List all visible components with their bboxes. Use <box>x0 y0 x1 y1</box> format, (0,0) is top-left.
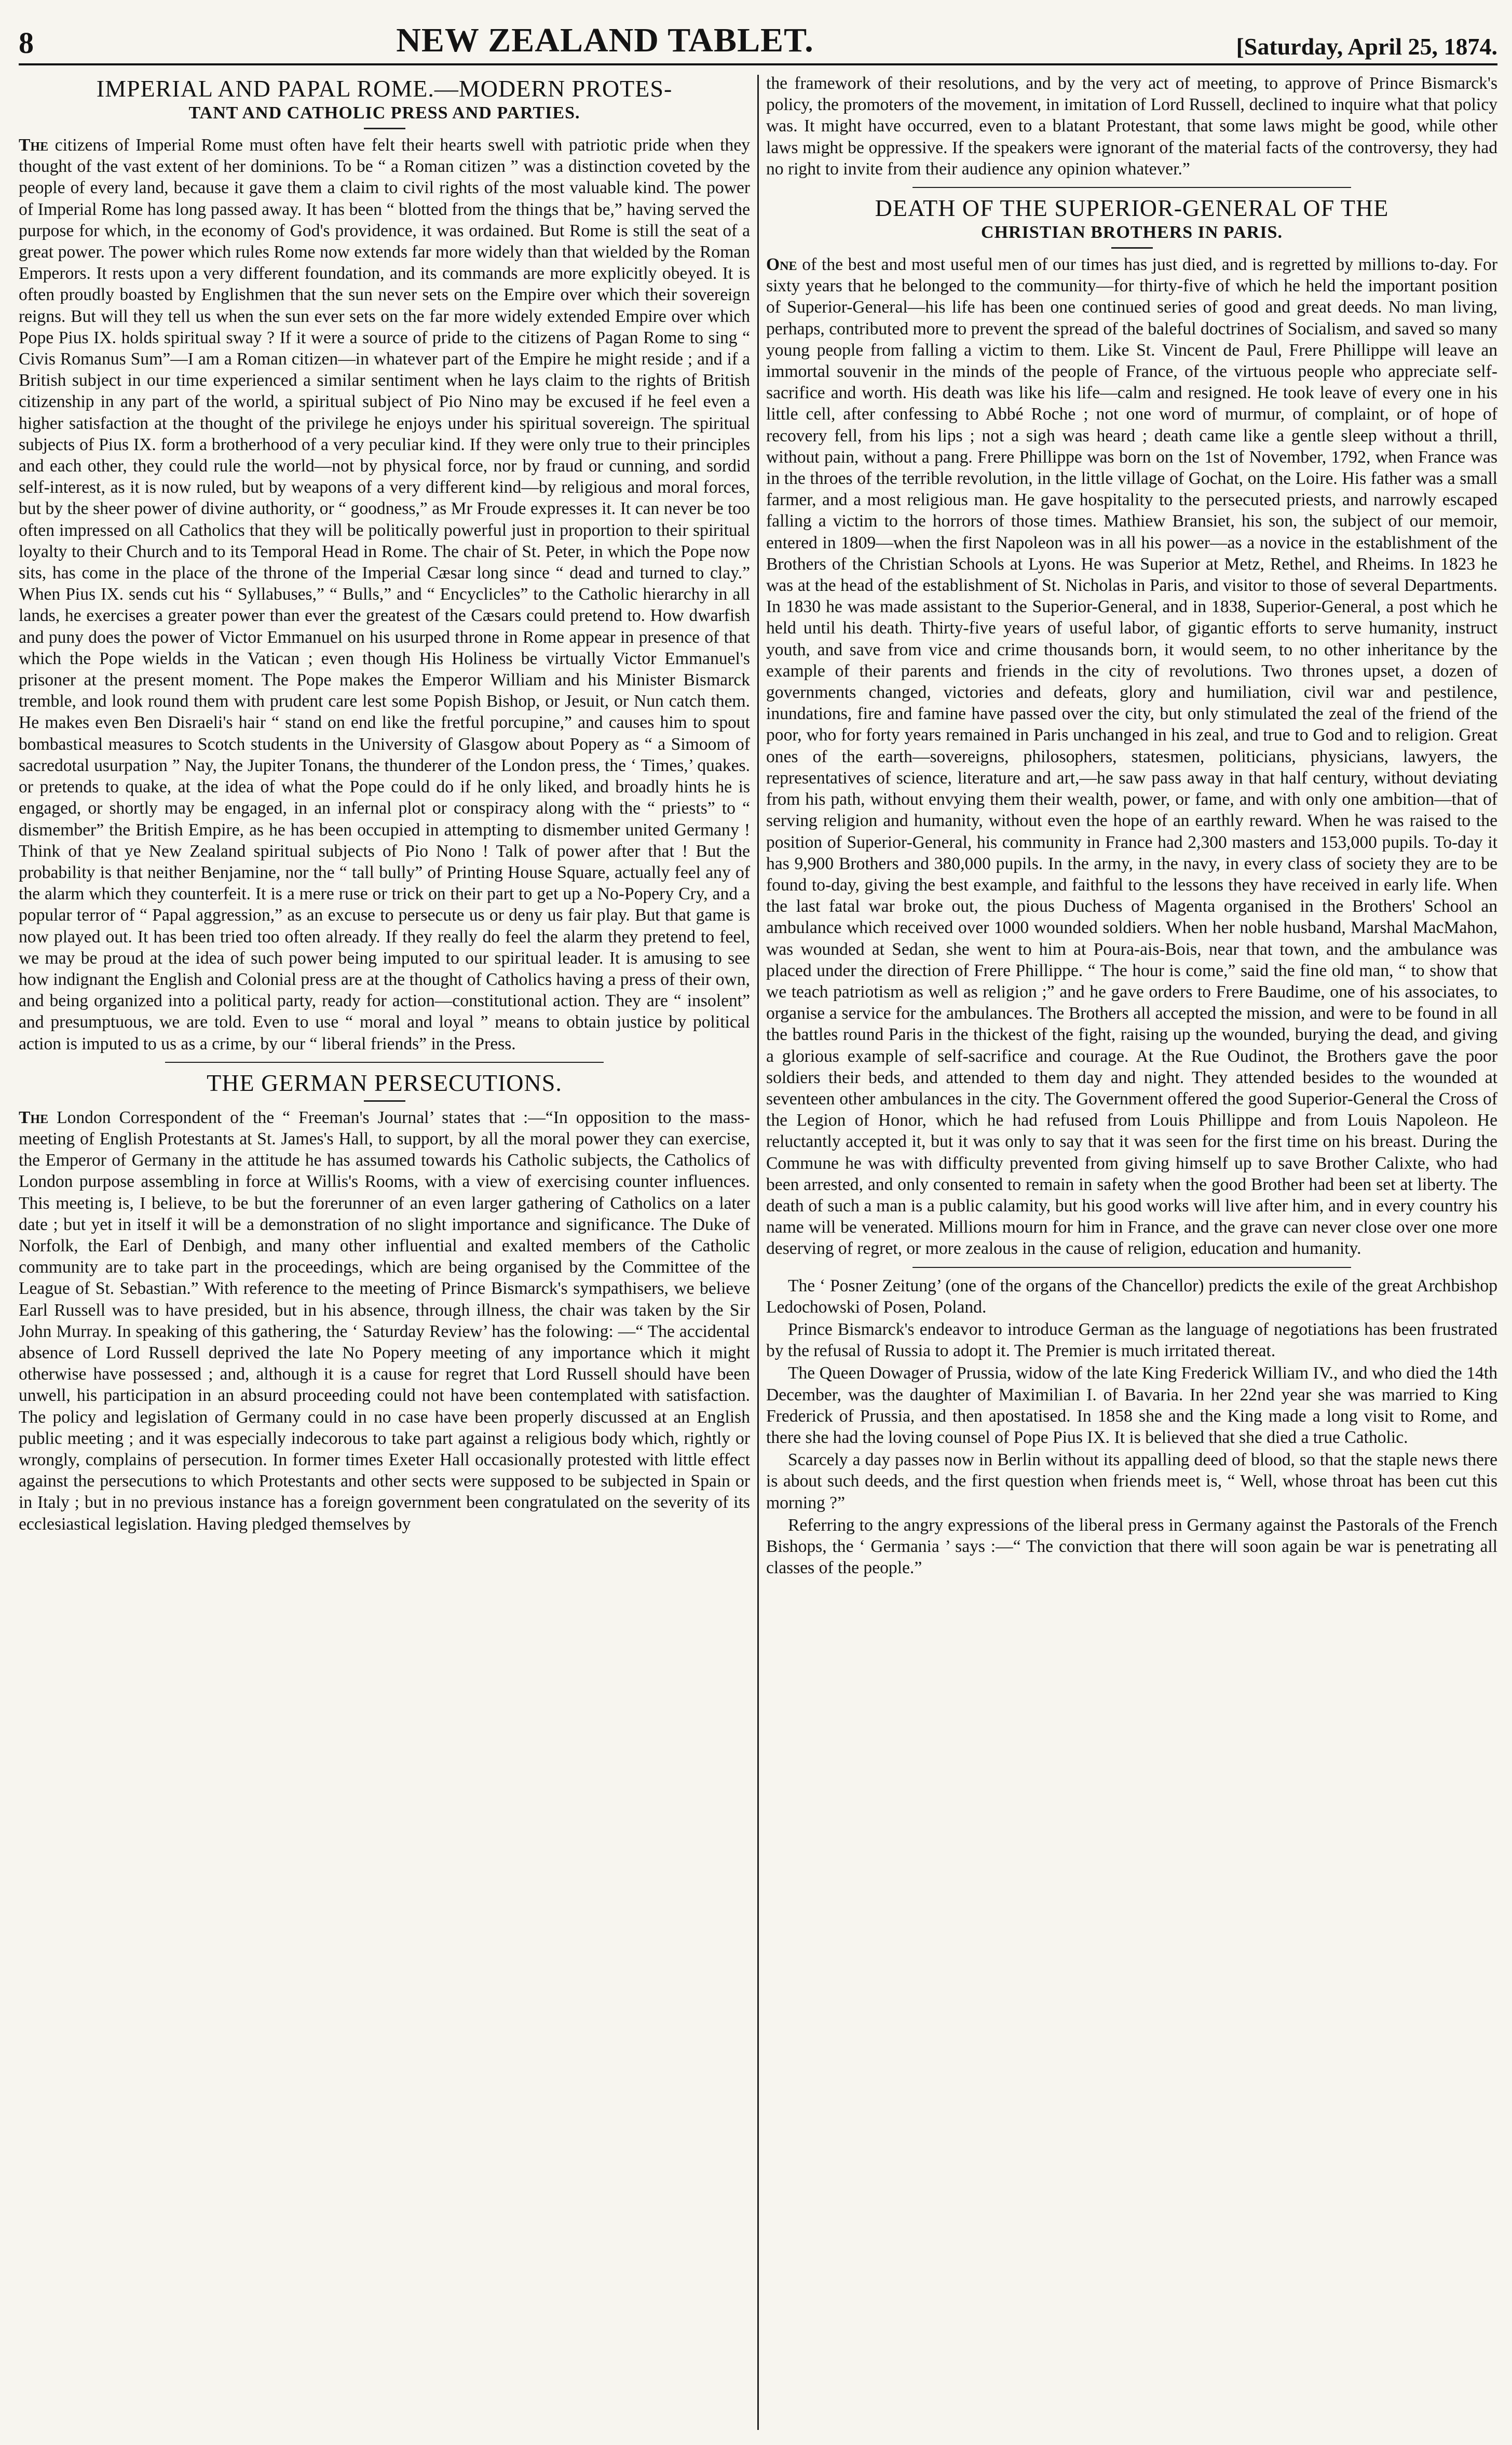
article-body <box>19 134 750 1055</box>
article-continuation: the framework of their resolutions, and by the very act of meeting, to approve of Prince Bismarck's policy, the promoters of the movement, in imitation of Lord Russell, declined to inquire what that policy was. It might have occurred, even to a blatant Protestant, that some laws might be good, while other laws might be oppressive. If the speakers were ignorant of the material facts of the controversy, they had no right to invite from their audience any opinion whatever.” <box>766 74 1498 179</box>
article-title: DEATH OF THE SUPERIOR-GENERAL OF THE <box>875 195 1389 222</box>
article-imperial-rome <box>19 76 750 1055</box>
section-divider <box>912 1267 1351 1268</box>
news-item: Referring to the angry expressions of the liberal press in Germany against the Pastorals of the French Bishops, the ‘ Germania ’ says :—“ The conviction that there will soon again be war is penetrating all classes of the people.” <box>766 1515 1498 1578</box>
first-word: One <box>766 255 797 275</box>
news-item: The ‘ Posner Zeitung’ (one of the organs of the Chancellor) predicts the exile of the great Archbishop Ledochowski of Posen, Poland. <box>766 1276 1498 1317</box>
title-dash <box>1111 247 1153 249</box>
news-item: Scarcely a day passes now in Berlin without its appalling deed of blood, so that the staple news there is about such deeds, and the first question when friends meet is, “ Well, whose throat has been cut this morning ?” <box>766 1450 1498 1512</box>
body-text: of the best and most useful men of our times has just died, and is regretted by millions to-day. For sixty years that he belonged to the community—for thirty-five of which he held the important position of Superior-General—his life has been one continued series of good and great deeds. No man living, perhaps, contributed more to prevent the spread of the baleful doctrines of Socialism, and saved so many young people from falling a victim to them. Like St. Vincent de Paul, Frere Phillippe will leave an immortal souvenir in the minds of the people of France, of the virtuous people who appreciate self-sacrifice and worth. His death was like his life—calm and resigned. He took leave of every one in his little cell, after confessing to Abbé Roche ; not one word of murmur, of complaint, or of hope of recovery fell, from his lips ; not a sigh was heard ; death came like a gentle sleep without a thrill, without pain, without a pang. Frere Phillippe was born on the 1st of November, 1792, when France was in the throes of the terrible revolution, in the little village of Gochat, on the Loire. His father was a small farmer, and a most religious man. He gave hospitality to the persecuted priests, and narrowly escaped falling a victim to the horrors of those times. Mathiew Bransiet, his son, the subject of our memoir, entered in 1809—when the first Napoleon was in all his power—as a novice in the establishment of the Brothers of the Christian Schools at Lyons. He was Superior at Metz, Rethel, and Rheims. In 1823 he was at the head of the establishment of St. Nicholas in Paris, and visitor to those of several Departments. In 1830 he was made assistant to the Superior-General, and in 1838, Superior-General, a post which he held until his death. Thirty-five years of useful labor, of gigantic efforts to serve humanity, instruct youth, and save from vice and crime thousands born, it would seem, to no other inheritance by the example of their parents and friends in the city of revolutions. Two thrones upset, a dozen of governments changed, victories and defeats, glory and humiliation, civil war and pestilence, inundations, fire and famine have passed over the city, but only stimulated the zeal of the friend of the poor, who for forty years remained in Paris unchanged in his zeal, and true to God and to religion. Great ones of the earth—sovereigns, philosophers, statesmen, politicians, physicians, lawyers, the representatives of science, literature and art,—he saw pass away in that half century, without deviating from his path, without envying them their wealth, power, or fame, and with only one ambition—that of serving religion and humanity, without even the hope of an earthly reward. When he was raised to the position of Superior-General, his community in France had 2,300 masters and 153,000 pupils. To-day it has 9,900 Brothers and 380,000 pupils. In the army, in the navy, in every class of society they are to be found to-day, giving the best example, and faithful to the lessons they have received in early life. When the last fatal war broke out, the pious Duchess of Magenta organised in the Brothers' School an ambulance which received over 1000 wounded soldiers. When her noble husband, Marshal MacMahon, was wounded at Sedan, she went to him at Poura-ais-Bois, near that town, and the ambulance was placed under the direction of Frere Phillippe. “ The hour is come,” said the fine old man, “ to show that we teach patriotism as well as religion ;” and he gave orders to Frere Baudime, one of his associates, to organise a service for the ambulances. The Brothers all accepted the mission, and were to be found in all the battles round Paris in the thickest of the fight, raising up the wounded, burying the dead, and giving a glorious example of self-sacrifice and courage. At the Rue Oudinot, the Brothers gave the poor soldiers their beds, and attended to them day and night. They attended besides to the wounded at seventeen other ambulances in the city. The Government offered the good Superior-General the Cross of the Legion of Honor, which he had refused from Louis Phillippe and from Louis Napoleon. He reluctantly accepted it, but it was only to say that it was seen for the first time on his breast. During the Commune he was with difficulty prevented from giving himself up to save Brother Calixte, who had been arrested, and only consented to remain in safety when the good Brother had been set at liberty. The death of such a man is a public calamity, but his good works will live after him, and in every country his name will be venerated. Millions mourn for him in France, and the grave can never close over one more deserving of regret, or more zealous in the cause of religion, education and humanity. <box>766 255 1498 1259</box>
left-column <box>19 73 757 2430</box>
article-german-persecutions <box>19 1070 750 1535</box>
body-text: London Correspondent of the “ Freeman's Journal’ states that :—“In opposition to the mass-meeting of English Protestants at St. James's Hall, to support, by all the moral power they can exercise, the Emperor of Germany in the attitude he has assumed towards his Catholic subjects, the Catholics of London purpose assembling in force at Willis's Rooms, with a view of exercising counter influences. This meeting is, I believe, to be but the forerunner of an even larger gathering of Catholics on a later date ; but yet in itself it will be a demonstration of no slight importance and significance. The Duke of Norfolk, the Earl of Denbigh, and many other influential and exalted members of the Catholic community are to take part in the proceedings, which are being organised by the Committee of the League of St. Sebastian.” With reference to the meeting of Prince Bismarck's sympathisers, we believe Earl Russell was to have presided, but in his absence, through illness, the chair was taken by the Sir John Murray. In speaking of this gathering, the ‘ Saturday Review’ has the folowing: —“ The accidental absence of Lord Russell deprived the late No Popery meeting of any importance which it might otherwise have possessed ; and, although it is a cause for regret that Lord Russell should have been unwell, his participation in an absurd proceeding could not have been contemplated with satisfaction. The policy and legislation of Germany could in no case have been properly discussed at an English public meeting ; and it was especially indecorous to take part against a religious body which, rightly or wrongly, complains of persecution. In former times Exeter Hall occasionally protested with little effect against the persecutions to which Protestants and other sects were supposed to be subjected in Spain or in Italy ; but in no previous instance has a foreign government been congratulated on the severity of its ecclesiastical legislation. Having pledged themselves by <box>19 1107 751 1534</box>
issue-date: [Saturday, April 25, 1874. <box>1236 33 1497 60</box>
section-divider <box>165 1062 604 1063</box>
article-body <box>766 254 1497 1260</box>
article-body <box>19 1107 750 1535</box>
news-items <box>766 1275 1497 1579</box>
masthead <box>19 19 1497 65</box>
news-item: The Queen Dowager of Prussia, widow of the late King Frederick William IV., and who died the 14th December, was the daughter of Maximilian I. of Bavaria. In her 22nd year she was married to King Frederick of Prussia, and then apostatised. In 1858 she and the King made a long visit to Rome, and there she had the loving counsel of Pope Pius IX. It is believed that she died a true Catholic. <box>766 1363 1498 1447</box>
article-superior-general <box>766 195 1497 1260</box>
article-title: IMPERIAL AND PAPAL ROME.—MODERN PROTES- <box>96 75 673 102</box>
title-dash <box>364 128 405 129</box>
article-subtitle: CHRISTIAN BROTHERS IN PARIS. <box>981 223 1283 242</box>
title-dash <box>364 1100 405 1102</box>
columns <box>19 73 1497 2430</box>
article-title: THE GERMAN PERSECUTIONS. <box>207 1069 562 1096</box>
first-word: The <box>19 136 49 155</box>
page-number: 8 <box>19 26 34 60</box>
right-column <box>759 73 1497 2430</box>
news-item: Prince Bismarck's endeavor to introduce German as the language of negotiations has been frustrated by the refusal of Russia to adopt it. The Premier is much irritated thereat. <box>766 1319 1498 1361</box>
article-subtitle: TANT AND CATHOLIC PRESS AND PARTIES. <box>188 103 580 123</box>
newspaper-title: NEW ZEALAND TABLET. <box>396 21 814 59</box>
body-text: citizens of Imperial Rome must often have felt their hearts swell with patriotic pride when they thought of the vast extent of her dominions. To be “ a Roman citizen ” was a distinction coveted by the people of every land, because it gave them a claim to civil rights of the most valuable kind. The power of Imperial Rome has long passed away. It has been “ blotted from the things that be,” having served the purpose for which, in the economy of God's providence, it was ordained. But Rome is still the seat of a great power. The power which rules Rome now extends far more widely than that wielded by the Roman Emperors. It rests upon a very different foundation, and its commands are more explicitly obeyed. It is often proudly boasted by Englishmen that the sun never sets on the Empire over which their sovereign reigns. But will they tell us when the sun ever sets on the far more widely extended Empire over which Pope Pius IX. holds spiritual sway ? If it were a source of pride to the citizens of Pagan Rome to sing “ Civis Romanus Sum”—I am a Roman citizen—in whatever part of the Empire he might reside ; and if a British subject in our time experienced a similar sentiment when he lays claim to the rights of British citizenship in any part of the world, a spiritual subject of Pio Nino may be excused if he feel even a higher satisfaction at the thought of the privilege he enjoys under his spiritual sovereign. The spiritual subjects of Pius IX. form a brotherhood of a very peculiar kind. If they were only true to their principles and each other, they could rule the world—not by physical force, nor by fraud or cunning, and sordid self-interest, as it is now ruled, but by weapons of a very different kind—by religious and moral forces, but by the sheer power of divine authority, or “ goodness,” as Mr Froude expresses it. It can never be too often impressed on all Catholics that they will be politically powerful just in proportion to their spiritual loyalty to their Church and to its Temporal Head in Rome. The chair of St. Peter, in which the Pope now sits, has come in the place of the throne of the Imperial Cæsar long since “ dead and turned to clay.” When Pius IX. sends cut his “ Syllabuses,” “ Bulls,” and “ Encyclicles” to the Catholic hierarchy in all lands, he exercises a greater power than ever the greatest of the Cæsars could pretend to. How dwarfish and puny does the power of Victor Emmanuel on his usurped throne in Rome appear in presence of that which the Pope wields in the Vatican ; even though His Holiness be virtually Victor Emmanuel's prisoner at the present moment. The Pope makes the Emperor William and his Minister Bismarck tremble, and look round them with prudent care lest some Popish Bishop, or Jesuit, or Nun catch them. He makes even Ben Disraeli's hair “ stand on end like the fretful porcupine,” and causes him to spout bombastical measures to Scotch students in the University of Glasgow about Popery as “ a Simoom of sacredotal usurpation ” Nay, the Jupiter Tonans, the thunderer of the London press, the ‘ Times,’ quakes. or pretends to quake, at the idea of what the Pope could do if he only liked, and broadly hints he is engaged, or shortly may be engaged, in an infernal plot or conspiracy along with the “ priests” to “ dismember” the British Empire, as he has been occupied in attempting to dismember united Germany ! Think of that ye New Zealand spiritual subjects of Pio Nono ! Talk of power after that ! But the probability is that neither Benjamine, nor the “ tall bully” of Printing House Square, actually feel any of the alarm which they counterfeit. It is a mere ruse or trick on their part to get up a No-Popery Cry, and a popular terror of “ Papal aggression,” as an excuse to persecute us or deny us fair play. But that game is now played out. It has been tried too often already. If they really do feel the alarm they pretend to feel, we may be proud at the idea of such power being imputed to our spiritual leader. It is amusing to see how indignant the English and Colonial press are at the thought of Catholics having a press of their own, and being organized into a political party, ready for action—constitutional action. They are “ insolent” and presumptuous, we are told. Even to use “ moral and loyal ” means to obtain justice by political action is imputed to us as a crime, by our “ liberal friends” in the Press. <box>19 136 751 1053</box>
first-word: The <box>19 1107 49 1127</box>
section-divider <box>912 187 1351 188</box>
